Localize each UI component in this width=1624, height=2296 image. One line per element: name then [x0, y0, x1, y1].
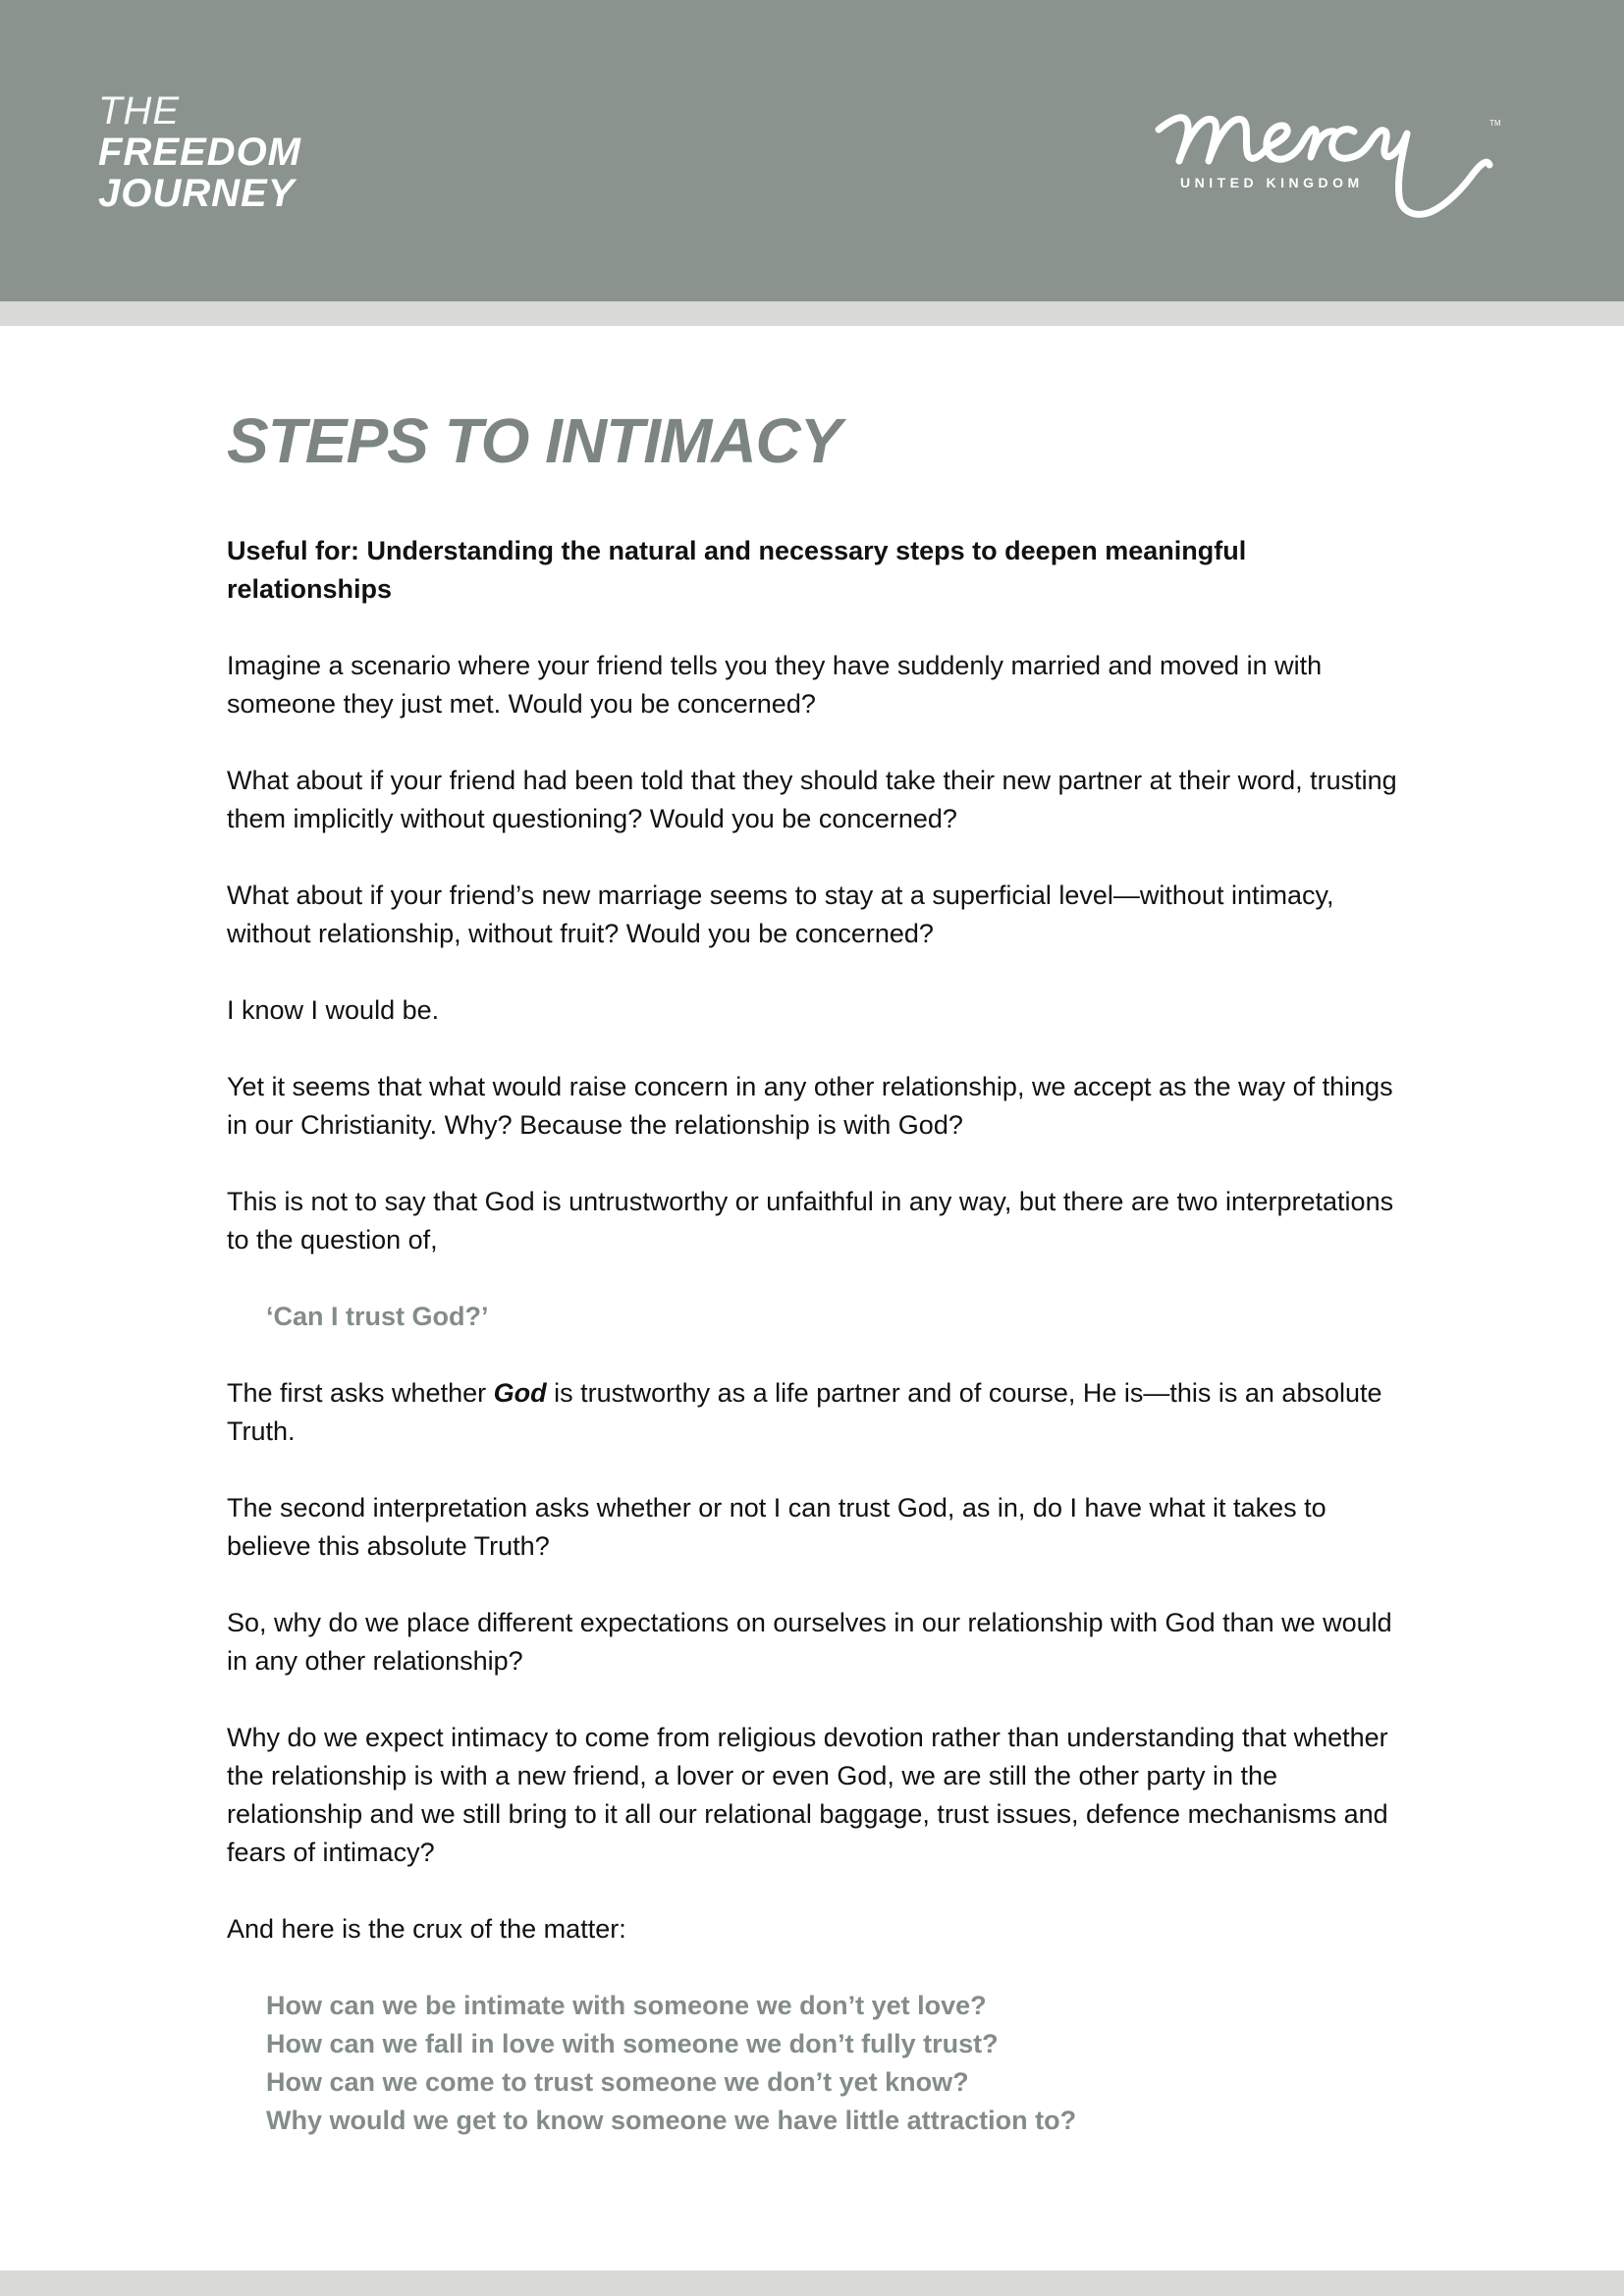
footer-divider — [0, 2270, 1624, 2296]
first-interp-emphasis: God — [493, 1378, 547, 1408]
mercy-script-wordmark-icon — [1154, 90, 1537, 238]
question-item: How can we come to trust someone we don’t yet know? — [266, 2067, 969, 2097]
header-divider — [0, 301, 1624, 326]
question-item: How can we fall in love with someone we don’t fully trust? — [266, 2029, 999, 2058]
mercy-logo — [1154, 90, 1537, 238]
logo-line-journey: JOURNEY — [98, 172, 296, 215]
first-interp-before: The first asks whether — [227, 1378, 494, 1408]
paragraph-3: What about if your friend’s new marriage seems to stay at a superficial level—without intimacy, without relationship, without fruit? Would you be concerned? — [227, 881, 1334, 948]
page-header — [0, 0, 1624, 301]
paragraph-6: This is not to say that God is untrustworthy or unfaithful in any way, but there are two interpretations to the question of, — [227, 1187, 1394, 1255]
svg-text:TM: TM — [1489, 119, 1501, 128]
page-title: STEPS TO INTIMACY — [227, 405, 841, 476]
first-interp-after: is trustworthy as a life partner and of course, He is—this is an absolute Truth. — [227, 1378, 1382, 1446]
freedom-journey-logo — [98, 90, 301, 214]
paragraph-1: Imagine a scenario where your friend tells you they have suddenly married and moved in with someone they just met. Would you be concerned? — [227, 651, 1323, 719]
logo-line-the: THE — [98, 89, 180, 133]
paragraph-4: I know I would be. — [227, 995, 440, 1025]
document-body — [227, 402, 1405, 2140]
question-list — [266, 1987, 1405, 2140]
paragraph-5: Yet it seems that what would raise concern in any other relationship, we accept as the way of things in our Christianity. Why? Because the relationship is with God? — [227, 1072, 1393, 1140]
paragraph-9: Why do we expect intimacy to come from religious devotion rather than understanding that whether the relationship is with a new friend, a lover or even God, we are still the other party in the relationship and we still bring to it all our relational baggage, trust issues, defence mechanisms and fears of intimacy? — [227, 1723, 1388, 1867]
logo-subtitle: UNITED KINGDOM — [1180, 175, 1364, 190]
question-item: How can we be intimate with someone we don’t yet love? — [266, 1991, 987, 2020]
useful-for-line: Useful for: Understanding the natural and necessary steps to deepen meaningful relationships — [227, 536, 1247, 604]
pull-quote: ‘Can I trust God?’ — [266, 1302, 489, 1331]
paragraph-10: And here is the crux of the matter: — [227, 1914, 626, 1944]
question-item: Why would we get to know someone we have little attraction to? — [266, 2106, 1077, 2135]
paragraph-7: The second interpretation asks whether or not I can trust God, as in, do I have what it takes to believe this absolute Truth? — [227, 1493, 1326, 1561]
paragraph-8: So, why do we place different expectations on ourselves in our relationship with God than we would in any other relationship? — [227, 1608, 1392, 1676]
paragraph-first-interpretation — [227, 1374, 1405, 1451]
paragraph-2: What about if your friend had been told that they should take their new partner at their word, trusting them implicitly without questioning? Would you be concerned? — [227, 766, 1397, 833]
logo-line-freedom: FREEDOM — [98, 131, 301, 174]
